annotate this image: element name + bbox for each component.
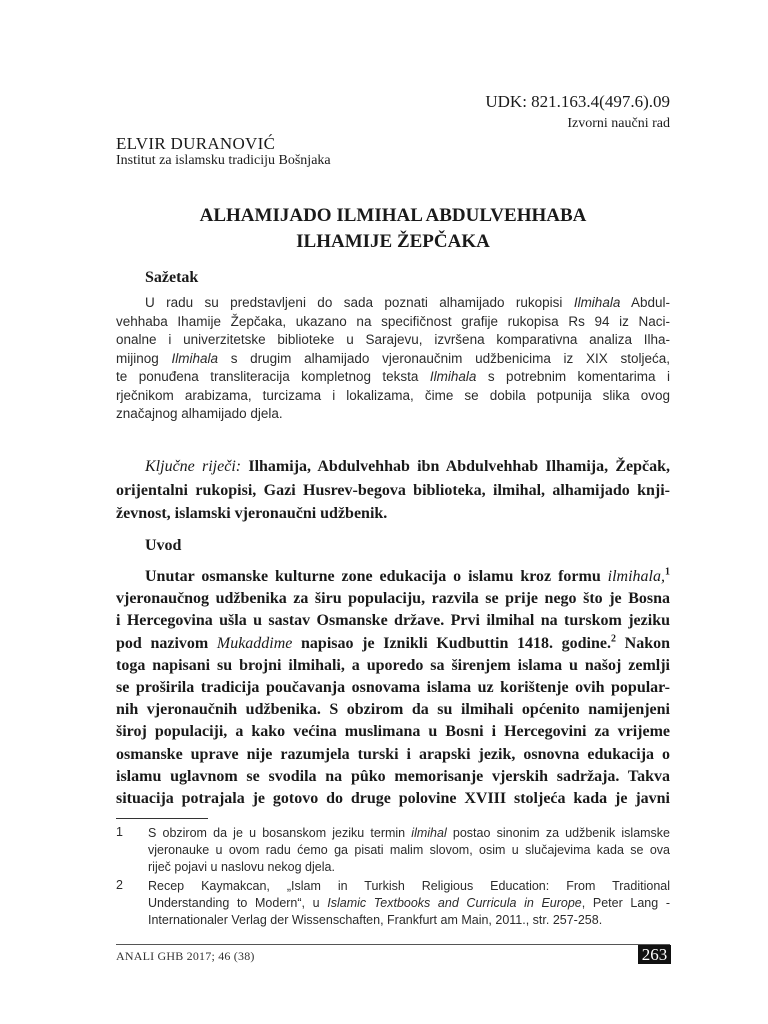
page-number: 263	[638, 945, 671, 964]
footnote-line: vjeronauke u ovom radu ćemo ga pisati malim slovom, osim u slučajevima kada se ova	[148, 843, 670, 857]
keywords-label: Ključne riječi:	[145, 458, 242, 475]
footnote-line: Understanding to Modern“, u Islamic Textbooks and Curricula in Europe, Peter Lang -	[148, 896, 670, 910]
author-name: ELVIR DURANOVIĆ	[116, 134, 276, 153]
body-line: Unutar osmanske kulturne zone edukacija o islamu kroz formu ilmihala,$^1$	[145, 566, 670, 585]
abstract-line: mijinog Ilmihala s drugim alhamijado vjeronaučnim udžbenicima iz XIX stoljeća,	[116, 350, 670, 366]
footnote-line: Internationaler Verlag der Wissenschaften, Frankfurt am Main, 2011., str. 257-258.	[148, 913, 603, 927]
body-line: široj populaciji, a kako većina muslimana u Bosni i Hercegovini za vrijeme	[116, 723, 670, 741]
footnote-line: riječ pojavi u naslovu nekog djela.	[148, 860, 335, 874]
body-text	[116, 566, 670, 810]
footer-divider	[116, 944, 670, 945]
abstract-heading: Sažetak	[145, 269, 199, 286]
body-line: se proširila tradicija poučavanja osnovama islama uz korištenje ovih popular-	[116, 678, 670, 696]
paper-title	[116, 203, 670, 255]
keywords-line: orijentalni rukopisi, Gazi Husrev-begova biblioteka, ilmihal, alhamijado knji-	[116, 481, 670, 499]
title-line: ILHAMIJE ŽEPČAKA	[296, 231, 490, 252]
footnote-number: 1	[116, 825, 123, 839]
footnote	[116, 825, 670, 876]
footnote-line: Recep Kaymakcan, „Islam in Turkish Religious Education: From Traditional	[148, 879, 670, 893]
footnote-divider	[116, 818, 208, 819]
author-institution: Institut za islamsku tradiciju Bošnjaka	[116, 153, 331, 168]
body-line: pod nazivom Mukaddime napisao je Iznikli Kudbuttin 1418. godine.$^2$ Nakon	[116, 633, 670, 652]
footnote-number: 2	[116, 878, 123, 892]
body-line: nih vjeronaučnih udžbenika. S obzirom da su ilmihali općenito namijenjeni	[116, 701, 670, 719]
footnote-ref[interactable]: 1	[665, 566, 670, 578]
section-heading: Uvod	[145, 537, 182, 554]
footnote-ref[interactable]: 2	[611, 633, 616, 645]
keywords	[116, 455, 670, 526]
abstract-line: značajnog alhamijado djela.	[116, 406, 283, 421]
body-line: vjeronaučnog udžbenika za širu populaciju, razvila se prije nego što je Bosna	[116, 590, 670, 608]
body-line: toga napisani su brojni ilmihali, a uporedo sa širenjem islama u našoj zemlji	[116, 656, 670, 674]
body-line: i Hercegovina ušla u sastav Osmanske države. Prvi ilmihal na turskom jeziku	[116, 612, 670, 630]
abstract-line: rječnikom arabizama, turcizama i lokalizama, čime se dobila potpunija slika ovog	[116, 387, 670, 403]
udk-code: UDK: 821.163.4(497.6).09	[485, 92, 670, 111]
footnote	[116, 878, 670, 929]
abstract-line: vehhaba Ihamije Žepčaka, ukazano na specifičnost grafije rukopisa Rs 94 iz Naci-	[116, 313, 670, 329]
title-line: ALHAMIJADO ILMIHAL ABDULVEHHABA	[199, 205, 587, 226]
journal-citation: ANALI GHB 2017; 46 (38)	[116, 949, 255, 963]
abstract-line: onalne i univerzitetske biblioteke u Sarajevu, izvršena komparativna analiza Ilha-	[116, 332, 670, 347]
body-line: osmanske uprave nije razumjela turski i arapski jezik, osnovna edukacija o	[116, 745, 670, 763]
keywords-line: Ključne riječi: Ilhamija, Abdulvehhab ibn Abdulvehhab Ilhamija, Žepčak,	[145, 458, 671, 475]
footnotes	[116, 825, 670, 929]
abstract-line: te ponuđena transliteracija kompletnog teksta Ilmihala s potrebnim komentarima i	[116, 369, 671, 384]
keywords-line: ževnost, islamski vjeronaučni udžbenik.	[116, 505, 388, 522]
abstract-line: U radu su predstavljeni do sada poznati alhamijado rukopisi Ilmihala Abdul-	[145, 295, 670, 310]
body-line: situacija potrajala je gotovo do druge polovine XVIII stoljeća kada je javni	[116, 789, 670, 807]
paper-type: Izvorni naučni rad	[567, 116, 670, 131]
abstract-text	[116, 294, 670, 424]
body-line: islamu uglavnom se svodila na pûko memorisanje vjerskih sadržaja. Takva	[116, 767, 670, 785]
footnote-line: S obzirom da je u bosanskom jeziku termin ilmihal postao sinonim za udžbenik islamske	[148, 826, 671, 840]
